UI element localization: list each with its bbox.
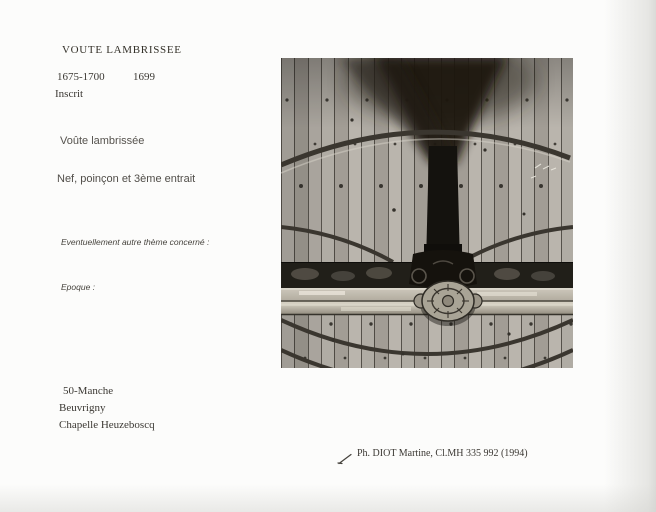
page-edge-shading-bottom — [0, 484, 656, 512]
page-edge-shading-right — [604, 0, 656, 512]
protection-status: Inscrit — [55, 88, 84, 100]
object-name: Voûte lambrissée — [60, 135, 145, 147]
location-building: Chapelle Heuzeboscq — [59, 419, 155, 431]
handwritten-check-icon — [336, 451, 356, 465]
page-title: VOUTE LAMBRISSEE — [62, 44, 182, 56]
photo-credit-caption: Ph. DIOT Martine, Cl.MH 335 992 (1994) — [357, 448, 528, 459]
date-year: 1699 — [133, 71, 155, 83]
location-commune: Beuvrigny — [59, 402, 106, 414]
vault-photo-graphic — [281, 58, 573, 368]
date-range: 1675-1700 — [57, 71, 105, 83]
location-department: 50-Manche — [63, 385, 114, 397]
vault-photograph — [281, 58, 573, 368]
object-detail: Nef, poinçon et 3ème entrait — [57, 173, 196, 185]
epoch-label: Epoque : — [61, 282, 96, 292]
other-theme-label: Eventuellement autre thème concerné : — [61, 237, 210, 247]
